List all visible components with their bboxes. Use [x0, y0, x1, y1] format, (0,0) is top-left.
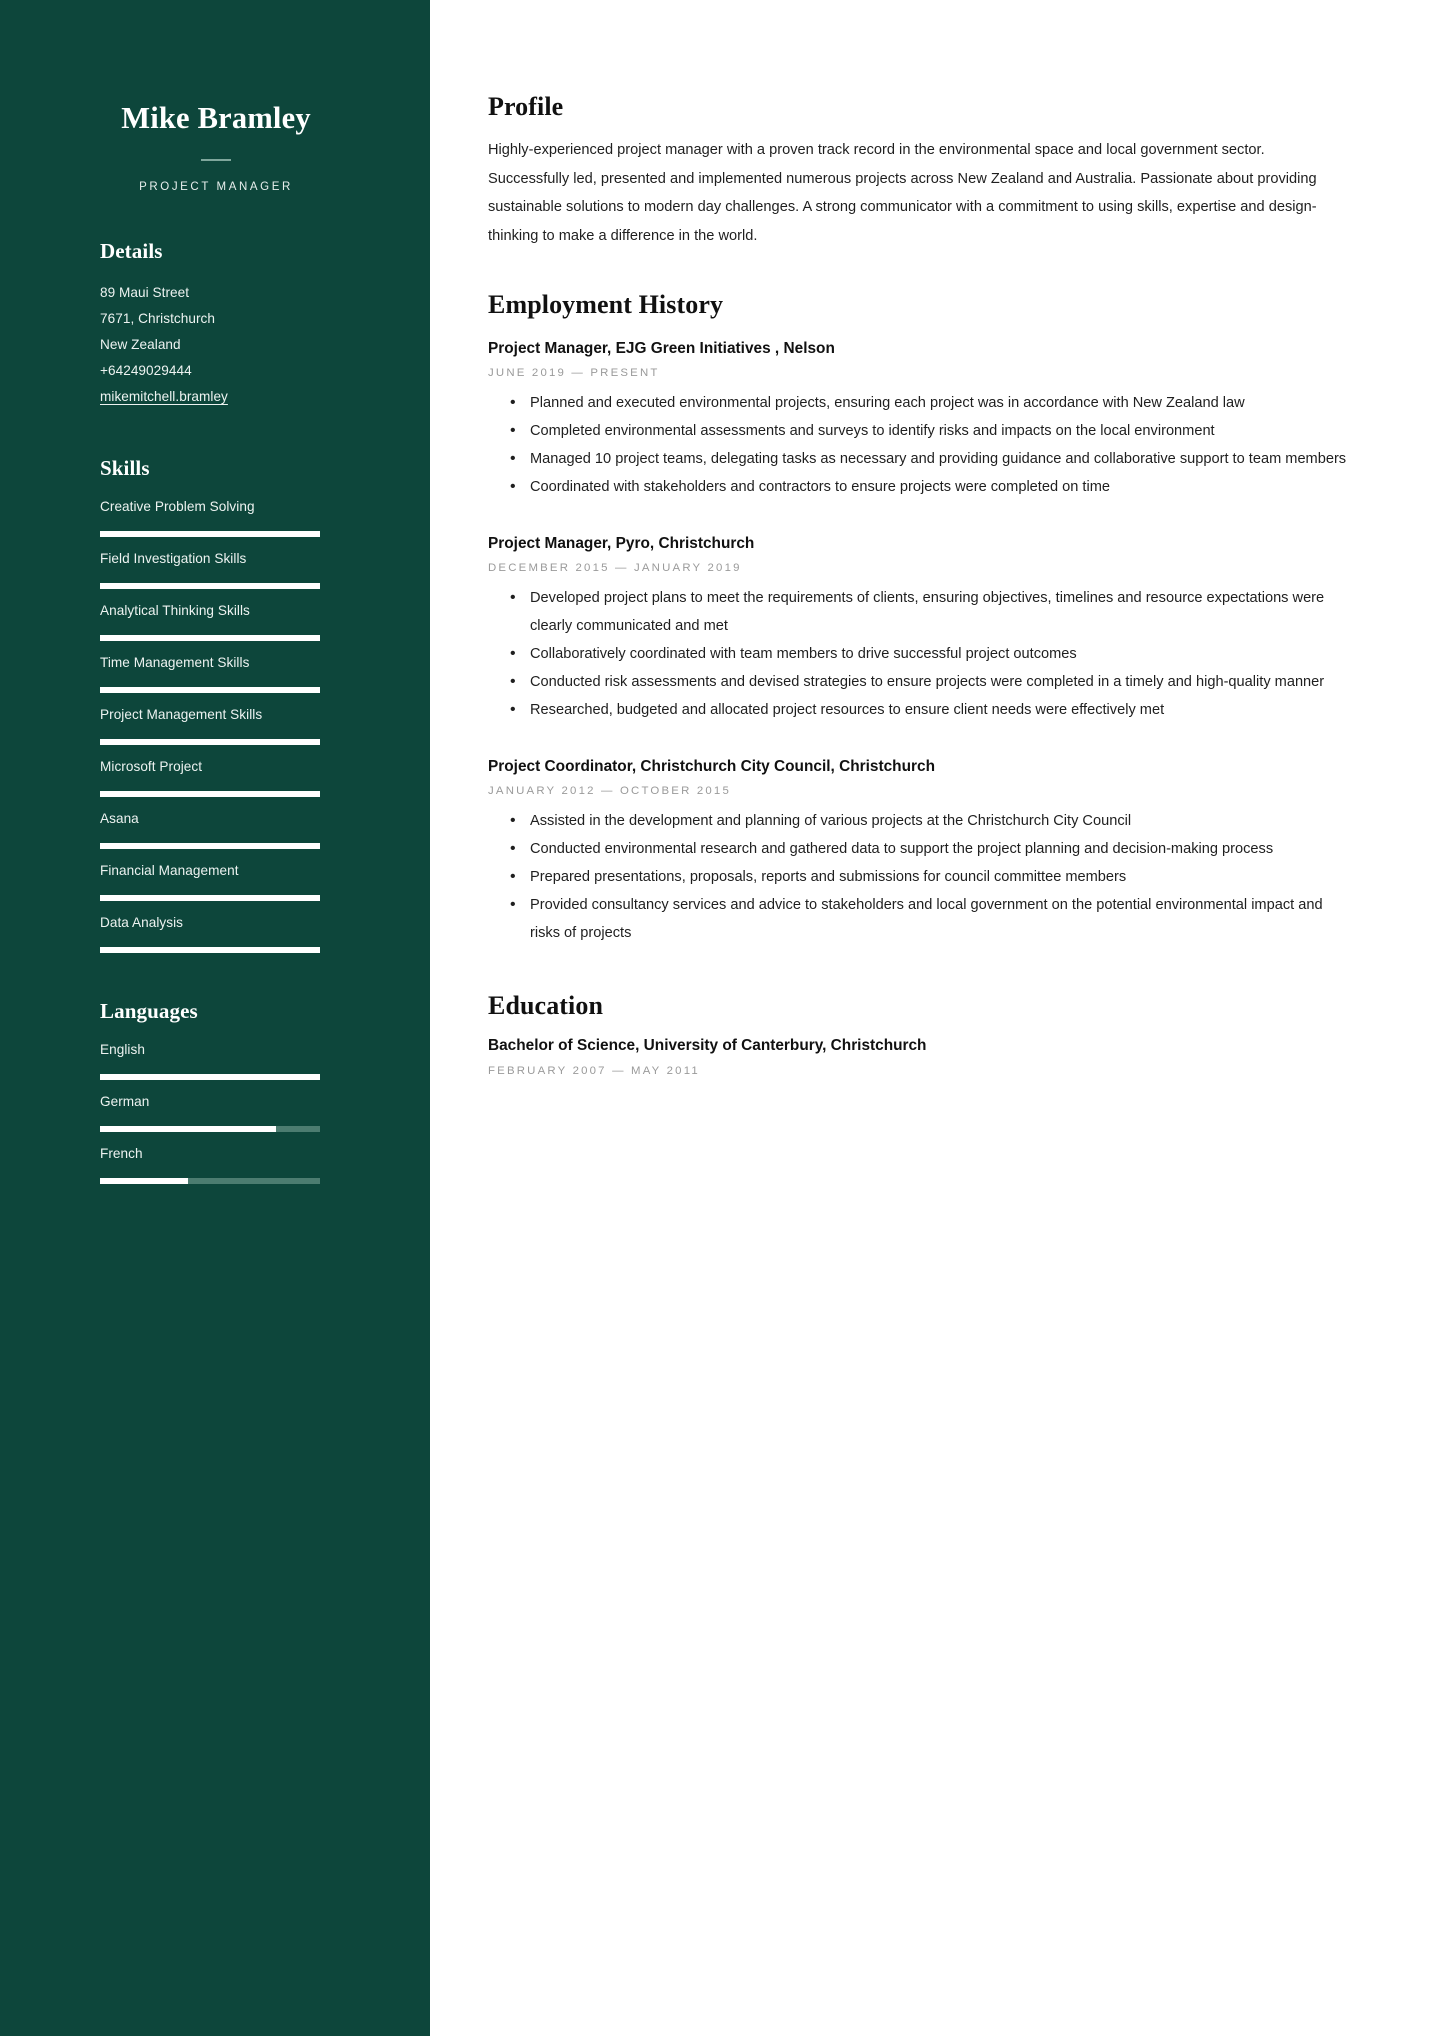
detail-phone: +64249029444: [100, 362, 192, 378]
skill-item: [100, 497, 332, 537]
skill-level-fill: [100, 687, 320, 693]
main-content: [430, 0, 1440, 2036]
education-dates: FEBRUARY 2007 — MAY 2011: [488, 1065, 700, 1077]
skill-item: [100, 757, 332, 797]
skills-section: [100, 456, 332, 953]
skill-label: Analytical Thinking Skills: [100, 602, 250, 618]
language-item: [100, 1144, 332, 1184]
employment-section: [488, 290, 1348, 947]
job-bullet: • Completed environmental assessments and surveys to identify risks and impacts on the local environment: [530, 417, 1348, 445]
job-dates: DECEMBER 2015 — JANUARY 2019: [488, 562, 742, 574]
job-dates: JANUARY 2012 — OCTOBER 2015: [488, 785, 732, 797]
skill-label: Microsoft Project: [100, 758, 203, 774]
details-heading: Details: [100, 238, 163, 263]
skills-list: [100, 497, 332, 953]
job-bullet: • Planned and executed environmental projects, ensuring each project was in accordance with New Zealand law: [530, 389, 1348, 417]
detail-address-street: 89 Maui Street: [100, 284, 190, 300]
skill-item: [100, 601, 332, 641]
skill-level-bar: [100, 531, 320, 537]
skill-label: Project Management Skills: [100, 706, 263, 722]
language-level-fill: [100, 1178, 188, 1184]
profile-heading: Profile: [488, 92, 564, 121]
language-level-bar: [100, 1126, 320, 1132]
skill-item: [100, 861, 332, 901]
education-heading: Education: [488, 991, 604, 1020]
languages-section: [100, 999, 332, 1184]
job-bullets: [488, 807, 1348, 947]
language-level-fill: [100, 1126, 276, 1132]
skill-label: Creative Problem Solving: [100, 498, 255, 514]
candidate-name: Mike Bramley: [121, 101, 311, 135]
skill-level-bar: [100, 895, 320, 901]
skill-label: Asana: [100, 810, 139, 826]
job-bullet: • Collaboratively coordinated with team members to drive successful project outcomes: [530, 640, 1348, 668]
job-bullet: • Developed project plans to meet the requirements of clients, ensuring objectives, timelines and resource expectations were clearly communicated and met: [530, 584, 1348, 640]
skill-item: [100, 913, 332, 953]
skill-item: [100, 549, 332, 589]
details-section: [100, 239, 332, 410]
skill-level-fill: [100, 739, 320, 745]
languages-heading: Languages: [100, 998, 198, 1023]
job-bullet: • Conducted environmental research and gathered data to support the project planning and decision-making process: [530, 835, 1348, 863]
skill-level-fill: [100, 531, 320, 537]
profile-section: [488, 92, 1348, 250]
education-degree: Bachelor of Science, University of Canterbury, Christchurch: [488, 1037, 927, 1054]
candidate-job-title: PROJECT MANAGER: [139, 180, 293, 193]
name-divider: [201, 159, 231, 161]
job-bullet: • Researched, budgeted and allocated project resources to ensure client needs were effectively met: [530, 696, 1348, 724]
skill-level-fill: [100, 843, 320, 849]
job-bullets: [488, 389, 1348, 501]
job-bullets: [488, 584, 1348, 724]
language-level-bar: [100, 1178, 320, 1184]
job-bullet: • Assisted in the development and planning of various projects at the Christchurch City Council: [530, 807, 1348, 835]
skill-level-fill: [100, 791, 320, 797]
job-role: Project Coordinator, Christchurch City Council, Christchurch: [488, 758, 935, 775]
employment-entry: [488, 338, 1348, 501]
detail-address-country: New Zealand: [100, 336, 181, 352]
languages-list: [100, 1040, 332, 1184]
job-role: Project Manager, Pyro, Christchurch: [488, 535, 755, 552]
skill-level-bar: [100, 739, 320, 745]
language-level-fill: [100, 1074, 320, 1080]
job-role: Project Manager, EJG Green Initiatives , Nelson: [488, 340, 835, 357]
language-item: [100, 1092, 332, 1132]
skill-item: [100, 705, 332, 745]
skill-level-bar: [100, 687, 320, 693]
language-item: [100, 1040, 332, 1080]
job-bullet: • Coordinated with stakeholders and contractors to ensure projects were completed on time: [530, 473, 1348, 501]
employment-entry: [488, 533, 1348, 724]
detail-address-city: 7671, Christchurch: [100, 310, 215, 326]
skill-label: Data Analysis: [100, 914, 184, 930]
skill-level-bar: [100, 843, 320, 849]
skill-level-fill: [100, 895, 320, 901]
job-bullet: • Managed 10 project teams, delegating tasks as necessary and providing guidance and collaborative support to team members: [530, 445, 1348, 473]
skill-label: Time Management Skills: [100, 654, 250, 670]
language-level-bar: [100, 1074, 320, 1080]
skill-label: Financial Management: [100, 862, 239, 878]
language-label: English: [100, 1041, 145, 1057]
job-bullet: • Prepared presentations, proposals, reports and submissions for council committee members: [530, 863, 1348, 891]
skill-level-fill: [100, 583, 320, 589]
skill-level-fill: [100, 635, 320, 641]
skill-level-bar: [100, 791, 320, 797]
language-label: German: [100, 1093, 150, 1109]
employment-heading: Employment History: [488, 290, 724, 319]
skill-item: [100, 653, 332, 693]
skill-level-fill: [100, 947, 320, 953]
skill-label: Field Investigation Skills: [100, 550, 247, 566]
profile-text: Highly-experienced project manager with a proven track record in the environmental space and local government sector. Successfully led, presented and implemented numerous projects across New Zealand and Australia. Passionate about providing sustainable solutions to modern day challenges. A strong communicator with a commitment to using skills, expertise and design-thinking to make a difference in the world.: [488, 142, 1317, 244]
employment-entry: [488, 756, 1348, 947]
job-bullet: • Provided consultancy services and advice to stakeholders and local government on the potential environmental impact and risks of projects: [530, 891, 1348, 947]
language-label: French: [100, 1145, 143, 1161]
job-dates: JUNE 2019 — PRESENT: [488, 367, 660, 379]
job-bullet: • Conducted risk assessments and devised strategies to ensure projects were completed in a timely and high-quality manner: [530, 668, 1348, 696]
skill-level-bar: [100, 947, 320, 953]
education-section: [488, 991, 1348, 1077]
skills-heading: Skills: [100, 455, 150, 480]
detail-email-link[interactable]: mikemitchell.bramley: [100, 388, 228, 404]
skill-level-bar: [100, 583, 320, 589]
skill-item: [100, 809, 332, 849]
sidebar: [0, 0, 430, 2036]
skill-level-bar: [100, 635, 320, 641]
